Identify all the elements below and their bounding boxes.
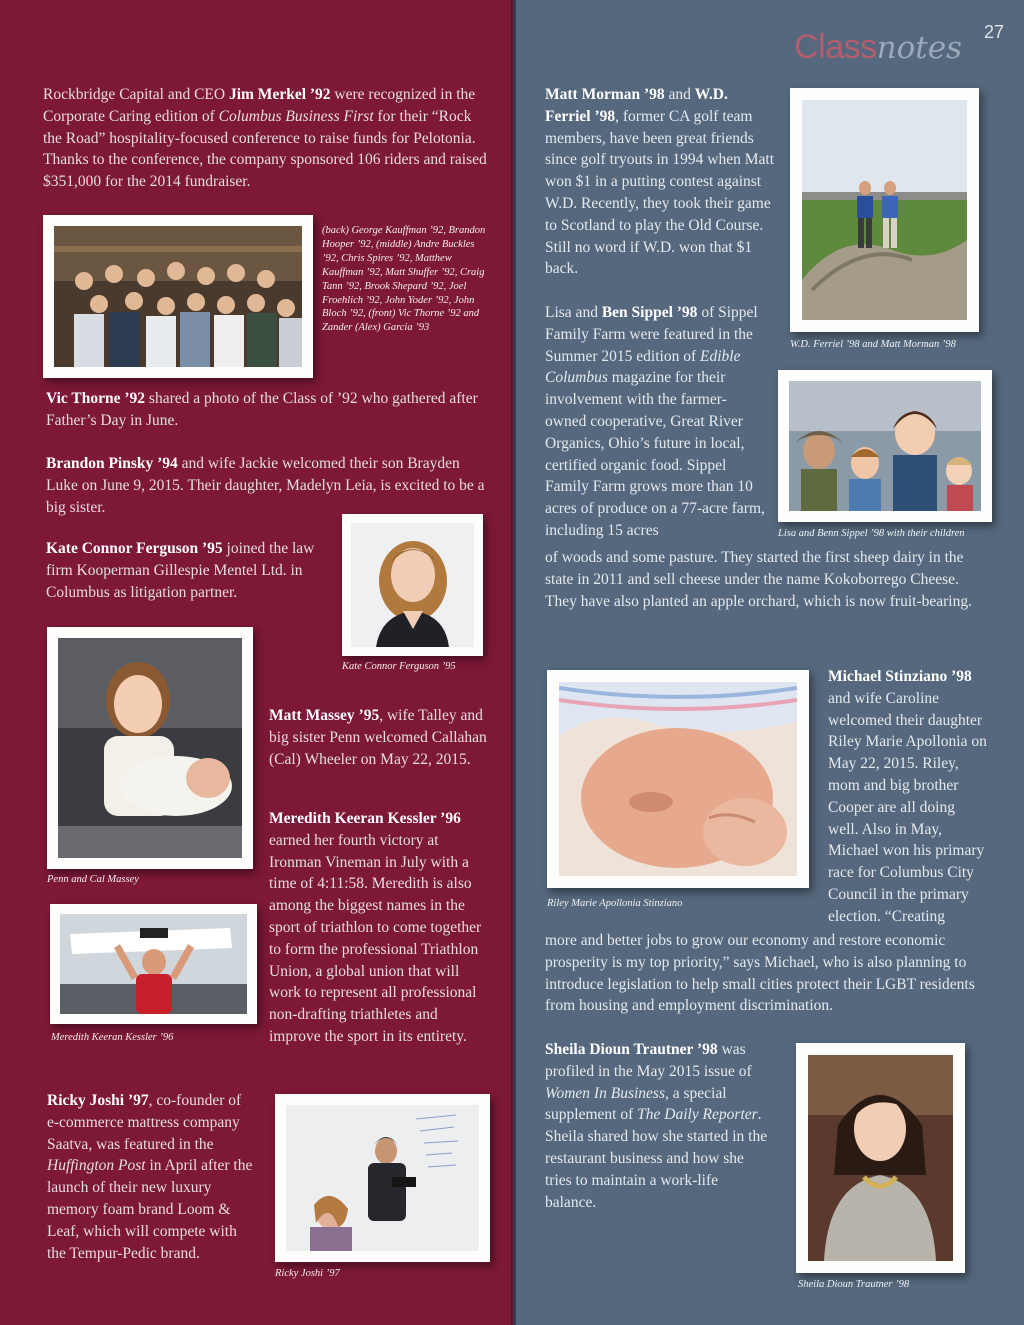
caption-golf: W.D. Ferriel ’98 and Matt Morman ’98 xyxy=(790,339,956,350)
note-sippel: Lisa and Ben Sippel ’98 of Sippel Family Farm were featured in the Summer 2015 edition of Edible Columbus magazine for their involvement with the farmer-owned cooperative, Great River Organics, Ohio’s future in local, certified organic food. Sippel Family Farm grows more than 10 acres of produce on a 77-acre farm, including 15 acres xyxy=(545,304,765,539)
note-pinsky: Brandon Pinsky ’94 and wife Jackie welcomed their son Brayden Luke on June 9, 2015. Their daughter, Madelyn Leia, is excited to be a big sister. xyxy=(46,455,485,516)
photo-golf-morman-ferriel xyxy=(790,88,979,332)
caption-riley: Riley Marie Apollonia Stinziano xyxy=(547,898,683,909)
note-trautner: Sheila Dioun Trautner ’98 was profiled in the May 2015 issue of Women In Business, a special supplement of The Daily Reporter. Sheila shared how she started in the restaurant business and how she tries to maintain a work-life balance. xyxy=(545,1041,768,1211)
photo-class-of-92-group xyxy=(43,215,313,378)
photo-ferguson xyxy=(342,514,483,656)
note-sippel-continued: of woods and some pasture. They started the first sheep dairy in the state in 2011 and sell cheese under the name Kokoborrego Cheese. They have also planted an apple orchard, which is now fruit-bearing. xyxy=(545,549,972,610)
panel-divider xyxy=(511,0,516,1325)
photo-penn-and-cal-massey xyxy=(47,627,253,869)
joshi-whiteboard-image xyxy=(286,1105,479,1251)
group-photo-image xyxy=(54,226,302,367)
sippel-family-image xyxy=(789,381,981,511)
note-ferguson: Kate Connor Ferguson ’95 joined the law firm Kooperman Gillespie Mentel Ltd. in Columbus as litigation partner. xyxy=(46,540,315,601)
class-notes-logo: Classnotes xyxy=(794,28,962,66)
note-stinziano: Michael Stinziano ’98 and wife Caroline welcomed their daughter Riley Marie Apollonia on May 22, 2015. Riley, mom and big brother Cooper are all doing well. Also in May, Michael won his primary race for Columbus City Council in the primary election. “Creating xyxy=(828,668,987,925)
note-kessler: Meredith Keeran Kessler ’96 earned her fourth victory at Ironman Vineman in July with a time of 4:11:58. Meredith is also among the biggest names in the sport of triathlon to come together to form the professional Triathlon Union, a global union that will work to represent all professional non-drafting triathletes and improve the sport in its entirety. xyxy=(269,810,482,1045)
ferguson-portrait-image xyxy=(351,523,474,647)
newborn-image xyxy=(559,682,797,876)
caption-massey: Penn and Cal Massey xyxy=(47,874,139,885)
caption-kessler: Meredith Keeran Kessler ’96 xyxy=(51,1032,174,1043)
photo-joshi xyxy=(275,1094,490,1262)
photo-kessler xyxy=(50,904,257,1024)
massey-children-image xyxy=(58,638,242,858)
caption-trautner: Sheila Dioun Trautner ’98 xyxy=(798,1279,910,1290)
photo-riley-stinziano xyxy=(547,670,809,888)
photo-trautner xyxy=(796,1043,965,1273)
photo-sippel-family xyxy=(778,370,992,522)
note-joshi: Ricky Joshi ’97, co-founder of e-commerce mattress company Saatva, was featured in the Huffington Post in April after the launch of their new luxury memory foam brand Loom & Leaf, which will compete with the Tempur-Pedic brand. xyxy=(47,1092,253,1262)
page-number: 27 xyxy=(983,22,1004,42)
note-morman-ferriel: Matt Morman ’98 and W.D. Ferriel ’98, former CA golf team members, have been great friends since golf tryouts in 1994 when Matt won $1 in a putting contest against W.D. Recently, they took their game to Scotland to play the Old Course. Still no word if W.D. won that $1 back. xyxy=(545,86,775,278)
golf-course-image xyxy=(802,100,967,320)
note-stinziano-continued: more and better jobs to grow our economy and restore economic prosperity is my top priority,” says Michael, who is also planning to introduce legislation to help small cities protect their LGBT residents from housing and employment discrimination. xyxy=(545,932,975,1015)
trautner-portrait-image xyxy=(808,1055,953,1261)
caption-sippel: Lisa and Benn Sippel ’98 with their children xyxy=(778,528,965,539)
caption-joshi: Ricky Joshi ’97 xyxy=(275,1268,340,1279)
note-massey: Matt Massey ’95, wife Talley and big sister Penn welcomed Callahan (Cal) Wheeler on May 22, 2015. xyxy=(269,707,487,768)
caption-group-photo: (back) George Kauffman ’92, Brandon Hooper ’92, (middle) Andre Buckles ’92, Chris Spires ’92, Matthew Kauffman ’92, Matt Shuffer ’92, Craig Tann ’92, Brook Shepard ’92, Joel Froehlich ’92, John Yoder ’92, John Bloch ’92, (front) Vic Thorne ’92 and Zander (Alex) Garcia ’93 xyxy=(322,225,486,334)
caption-ferguson: Kate Connor Ferguson ’95 xyxy=(342,661,456,672)
note-merkel: Rockbridge Capital and CEO Jim Merkel ’92 were recognized in the Corporate Caring edition of Columbus Business First for their “Rock the Road” hospitality-focused conference to raise funds for Pelotonia. Thanks to the conference, the company sponsored 106 riders and raised $351,000 for the 2014 fundraiser. xyxy=(43,86,487,191)
note-thorne: Vic Thorne ’92 shared a photo of the Class of ’92 who gathered after Father’s Day in June. xyxy=(46,390,478,429)
kessler-finish-image xyxy=(60,914,247,1014)
